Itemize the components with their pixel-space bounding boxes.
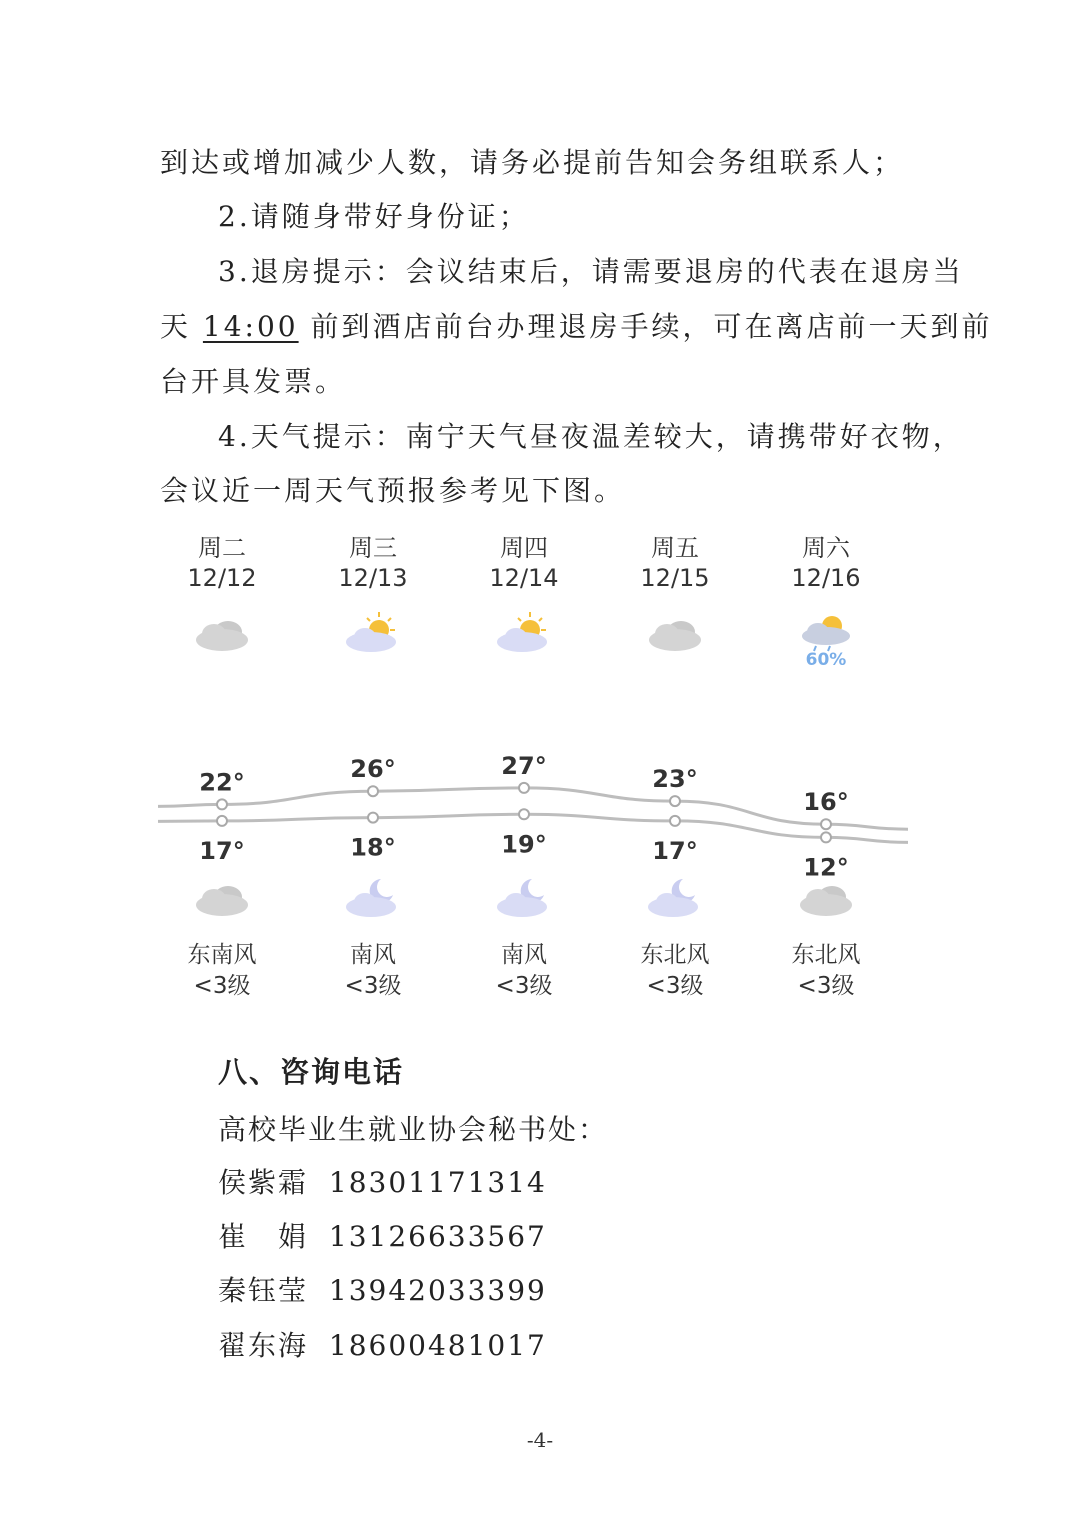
section-heading: 八、咨询电话 xyxy=(218,1055,405,1089)
wind-level: <3级 xyxy=(646,973,704,999)
low-temp-point xyxy=(821,832,831,842)
high-temp-label: 16° xyxy=(803,788,849,817)
contact-name: 崔 娟 xyxy=(218,1220,309,1253)
paragraph-line: 4.天气提示：南宁天气昼夜温差较大，请携带好衣物， xyxy=(218,420,964,453)
low-temp-label: 18° xyxy=(350,833,396,862)
weather-forecast xyxy=(150,520,920,1020)
wind-direction: 东南风 xyxy=(187,942,257,968)
date-label: 12/14 xyxy=(489,564,559,592)
high-temp-label: 26° xyxy=(350,755,396,784)
text-fragment: 天 xyxy=(160,310,203,343)
weekday-label: 周二 xyxy=(198,534,246,562)
low-temp-point xyxy=(519,809,529,819)
wind-level: <3级 xyxy=(797,973,855,999)
high-temp-point xyxy=(821,819,831,829)
text-fragment: 前到酒店前台办理退房手续，可在离店前一天到前 xyxy=(298,310,993,343)
date-label: 12/13 xyxy=(338,564,408,592)
high-temp-point xyxy=(670,796,680,806)
wind-info xyxy=(615,940,735,1002)
weekday-label: 周五 xyxy=(651,534,699,562)
contact-row xyxy=(218,1161,547,1201)
weekday-label: 周六 xyxy=(802,534,850,562)
date-label: 12/16 xyxy=(791,564,861,592)
high-temp-label: 23° xyxy=(652,765,698,794)
high-temp-point xyxy=(368,786,378,796)
moon-cloud-icon xyxy=(645,875,705,925)
paragraph-line xyxy=(160,310,993,344)
weekday-label: 周四 xyxy=(500,534,548,562)
low-temp-label: 17° xyxy=(652,836,698,865)
high-temp-label: 22° xyxy=(199,768,245,797)
moon-cloud-icon xyxy=(494,875,554,925)
wind-level: <3级 xyxy=(495,973,553,999)
wind-level: <3级 xyxy=(344,973,402,999)
wind-info xyxy=(464,940,584,1002)
wind-direction: 南风 xyxy=(350,942,396,968)
low-temp-label: 17° xyxy=(199,836,245,865)
weekday-label: 周三 xyxy=(349,534,397,562)
low-temp-point xyxy=(368,813,378,823)
cloudy-icon xyxy=(645,610,705,660)
wind-direction: 东北风 xyxy=(640,942,710,968)
contact-row xyxy=(218,1324,547,1364)
wind-info xyxy=(162,940,282,1002)
contact-name: 秦钰莹 xyxy=(218,1274,309,1307)
organization-name: 高校毕业生就业协会秘书处： xyxy=(218,1113,609,1146)
contact-phone: 18600481017 xyxy=(318,1329,547,1362)
low-temp-point xyxy=(217,816,227,826)
paragraph-line: 2.请随身带好身份证； xyxy=(218,200,530,233)
contact-phone: 13126633567 xyxy=(318,1220,547,1253)
cloudy-icon xyxy=(796,875,856,925)
moon-cloud-icon xyxy=(343,875,403,925)
high-temp-point xyxy=(519,783,529,793)
contact-row xyxy=(218,1215,547,1255)
contact-name: 侯紫霜 xyxy=(218,1166,309,1199)
cloudy-icon xyxy=(192,610,252,660)
partly-sunny-icon xyxy=(494,610,554,660)
paragraph-line: 3.退房提示：会议结束后，请需要退房的代表在退房当 xyxy=(218,255,964,288)
wind-level: <3级 xyxy=(193,973,251,999)
contact-name: 翟东海 xyxy=(218,1329,309,1362)
precipitation-label: 60% xyxy=(805,650,847,670)
low-temp-point xyxy=(670,816,680,826)
wind-info xyxy=(766,940,886,1002)
wind-direction: 东北风 xyxy=(791,942,861,968)
high-temp-label: 27° xyxy=(501,751,547,780)
date-label: 12/12 xyxy=(187,564,257,592)
high-temp-point xyxy=(217,799,227,809)
contact-row xyxy=(218,1269,547,1309)
page-number: -4- xyxy=(526,1428,554,1452)
paragraph-line: 会议近一周天气预报参考见下图。 xyxy=(160,474,626,507)
low-temp-label: 12° xyxy=(803,853,849,882)
paragraph-line: 台开具发票。 xyxy=(160,365,347,398)
paragraph-line: 到达或增加减少人数，请务必提前告知会务组联系人； xyxy=(160,146,905,179)
date-label: 12/15 xyxy=(640,564,710,592)
contact-phone: 13942033399 xyxy=(318,1274,547,1307)
checkout-time: 14:00 xyxy=(202,310,299,343)
low-temp-label: 19° xyxy=(501,830,547,859)
partly-sunny-icon xyxy=(343,610,403,660)
contact-phone: 18301171314 xyxy=(318,1166,547,1199)
cloudy-icon xyxy=(192,875,252,925)
high-temp-line xyxy=(158,788,908,829)
wind-direction: 南风 xyxy=(501,942,547,968)
wind-info xyxy=(313,940,433,1002)
